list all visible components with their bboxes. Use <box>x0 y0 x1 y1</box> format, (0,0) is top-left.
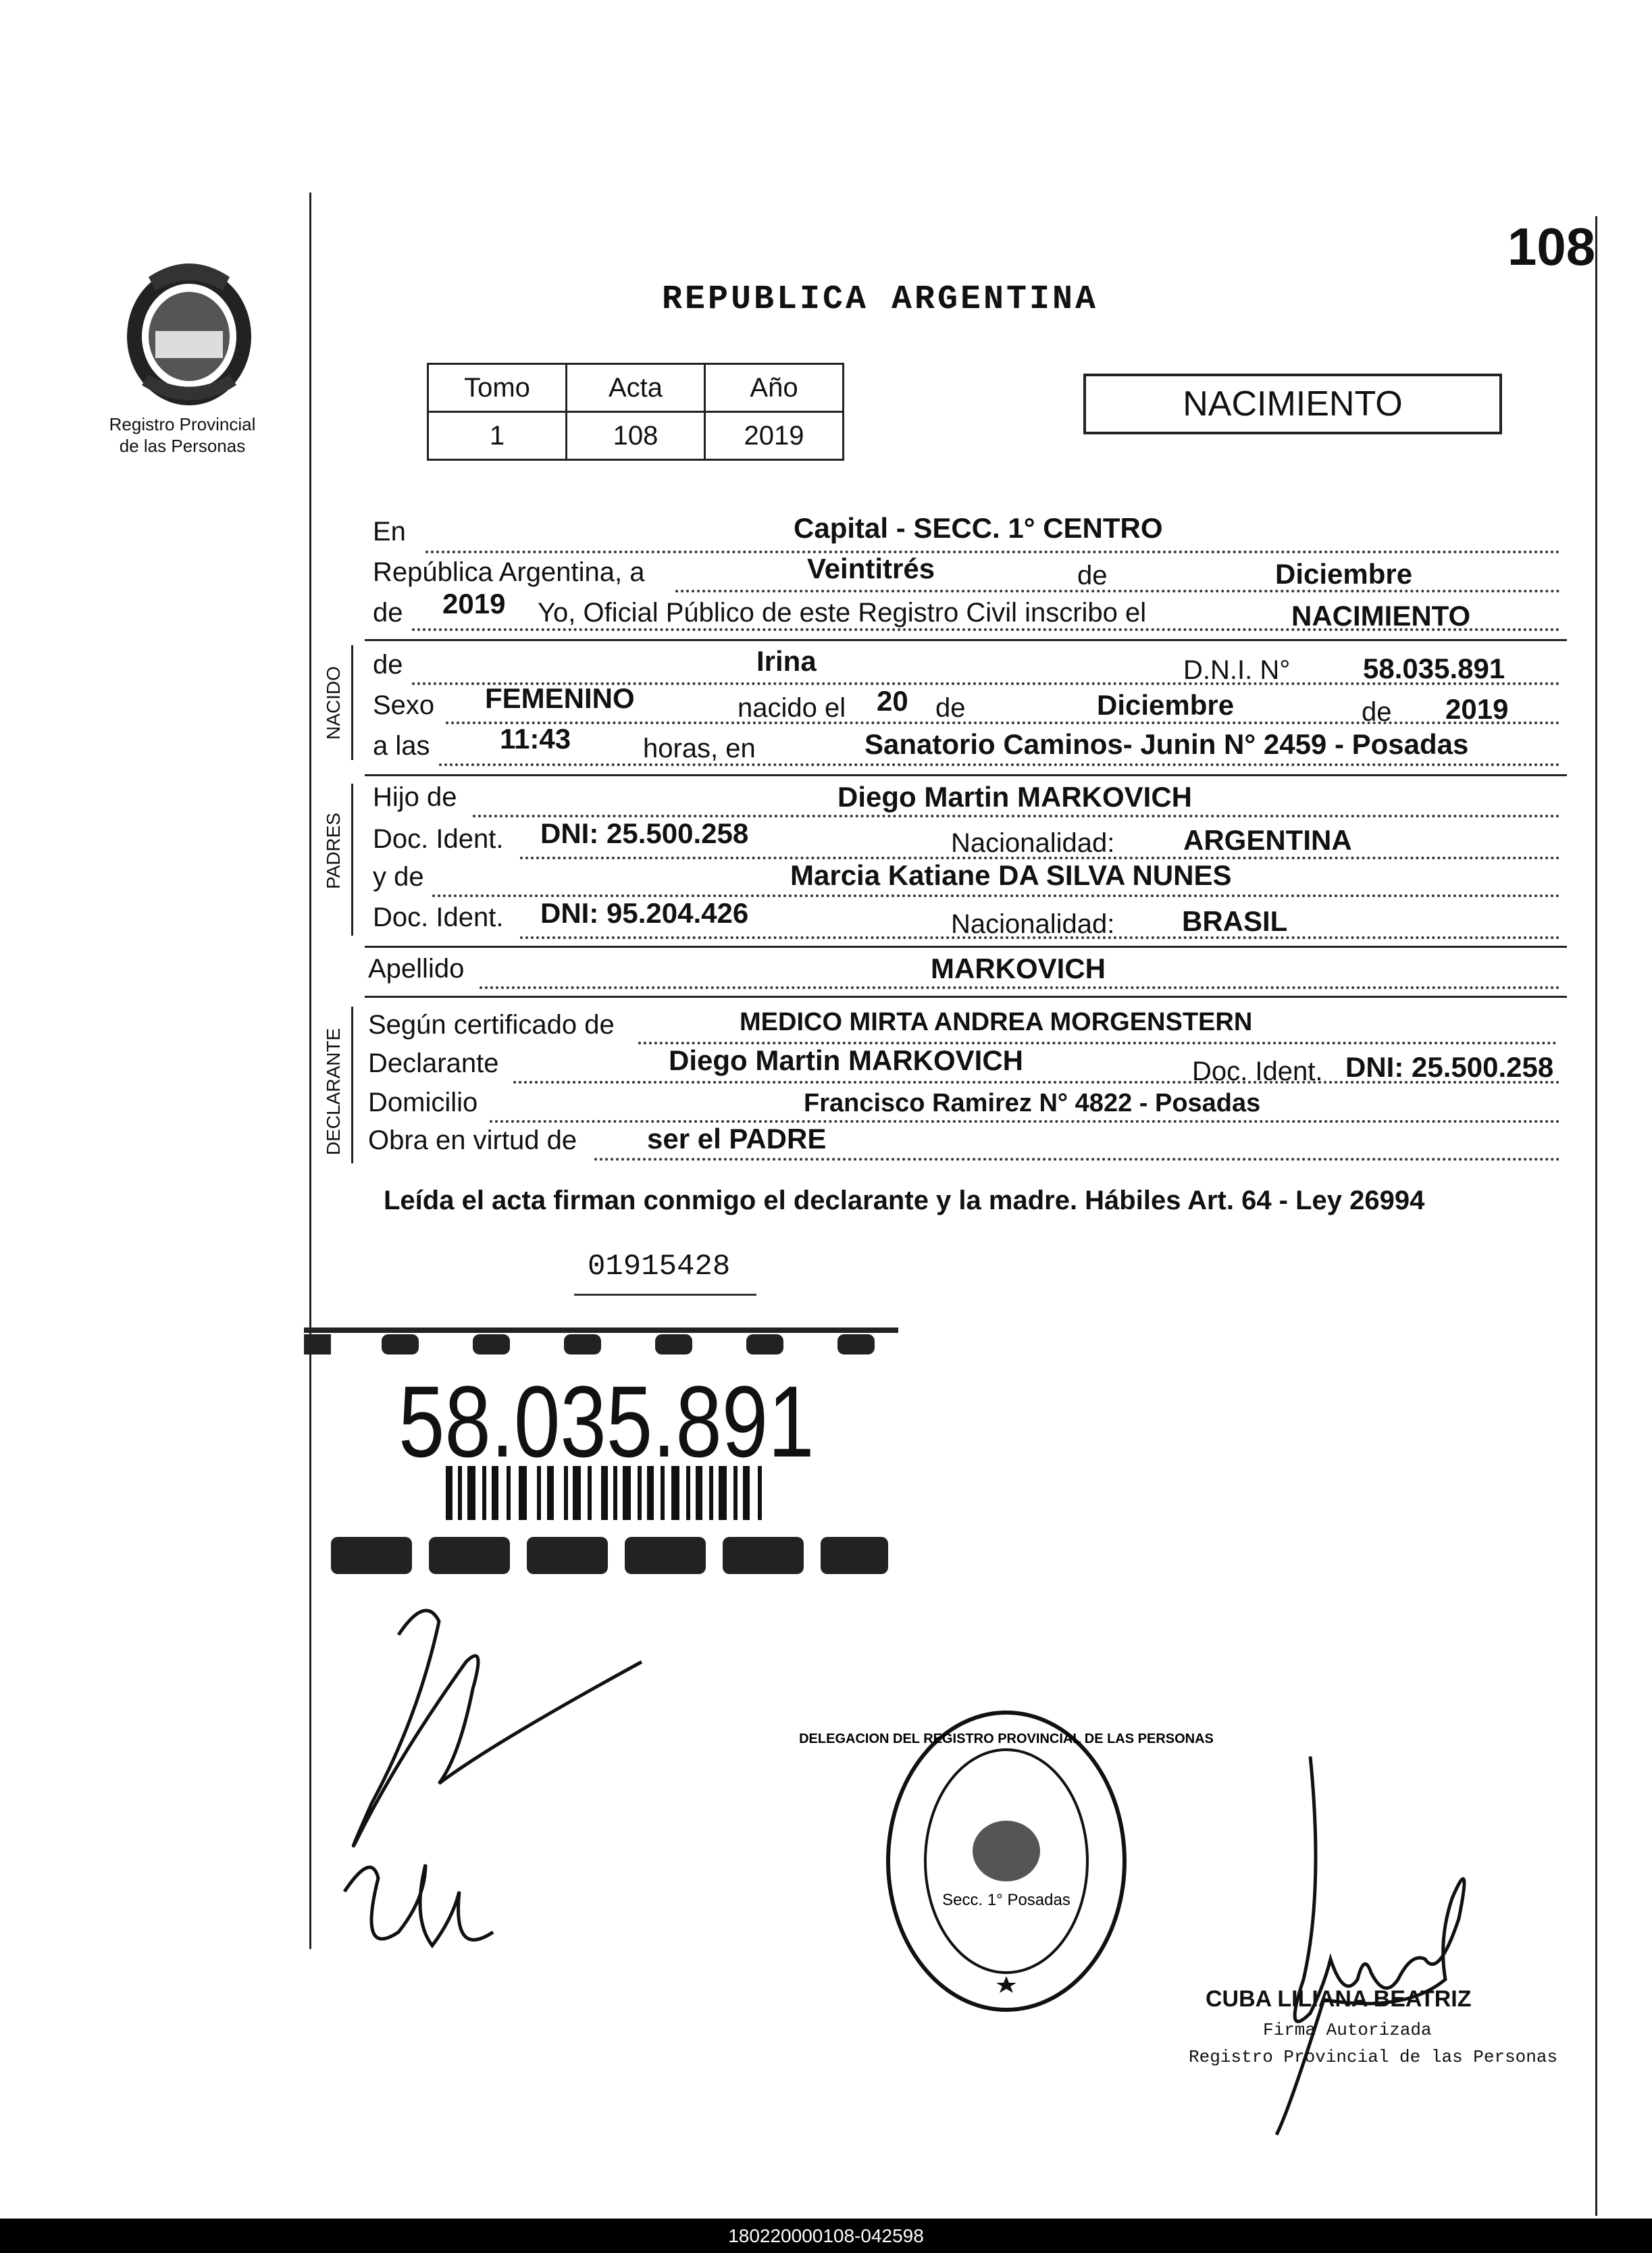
dotted-line <box>480 986 1560 989</box>
section-divider <box>365 946 1567 948</box>
section-divider <box>365 996 1567 998</box>
de-label: de <box>1362 697 1392 727</box>
apellido-label: Apellido <box>368 954 465 984</box>
signature-official <box>1189 1756 1513 2135</box>
madre-nac-value: BRASIL <box>1182 905 1288 937</box>
registry-label: Registro Provincial de las Personas <box>109 414 256 456</box>
seal-text: DELEGACION DEL REGISTRO PROVINCIAL DE LAS PERSONAS <box>799 1731 1214 1746</box>
official-line2: Registro Provincial de las Personas <box>1189 2047 1558 2067</box>
madre-value: Marcia Katiane DA SILVA NUNES <box>790 859 1232 891</box>
lugar-value: Capital - SECC. 1° CENTRO <box>794 512 1163 544</box>
tomo-header: Tomo <box>428 364 567 412</box>
acta-header: Acta <box>567 364 705 412</box>
de2-label: de <box>373 598 403 628</box>
section-bar <box>351 784 353 936</box>
signature-declarant <box>317 1581 669 2000</box>
record-table <box>427 363 844 461</box>
padre-doc-value: DNI: 25.500.258 <box>540 817 749 849</box>
nacido-de-label: de <box>373 650 403 680</box>
dni-value: 58.035.891 <box>1363 653 1505 684</box>
section-bar <box>351 1007 353 1163</box>
nacionalidad-label: Nacionalidad: <box>951 828 1115 858</box>
yde-label: y de <box>373 862 424 892</box>
tomo-value: 1 <box>428 412 567 460</box>
control-number: 01915428 <box>588 1250 731 1284</box>
nacionalidad-label: Nacionalidad: <box>951 909 1115 939</box>
sexo-value: FEMENINO <box>485 682 635 714</box>
domicilio-value: Francisco Ramirez N° 4822 - Posadas <box>804 1089 1261 1117</box>
big-dni-number: 58.035.891 <box>398 1365 815 1478</box>
nacido-el-label: nacido el <box>738 693 846 723</box>
hijo-de-label: Hijo de <box>373 782 457 812</box>
declarante-doc-value: DNI: 25.500.258 <box>1345 1051 1554 1083</box>
dni-label: D.N.I. N° <box>1183 655 1291 685</box>
domicilio-label: Domicilio <box>368 1088 478 1117</box>
anio-value: 2019 <box>442 588 506 619</box>
lugar-nac-value: Sanatorio Caminos- Junin N° 2459 - Posadas <box>864 728 1469 760</box>
dotted-line <box>594 1158 1560 1161</box>
province-logo <box>108 250 270 412</box>
republica-label: República Argentina, a <box>373 557 645 587</box>
declarante-value: Diego Martin MARKOVICH <box>669 1044 1023 1076</box>
obra-value: ser el PADRE <box>647 1123 827 1155</box>
de-label: de <box>1077 561 1108 590</box>
official-seal <box>799 1702 1214 2020</box>
mes-value: Diciembre <box>1275 558 1413 590</box>
declarante-label: Declarante <box>368 1048 499 1078</box>
padre-nac-value: ARGENTINA <box>1183 824 1352 856</box>
doc-label: Doc. Ident. <box>373 824 504 854</box>
mes-nac-value: Diciembre <box>1097 689 1235 721</box>
certificado-label: Según certificado de <box>368 1010 615 1040</box>
record-type-box: NACIMIENTO <box>1083 374 1502 434</box>
de-label: de <box>935 693 966 723</box>
official-name: CUBA LILIANA BEATRIZ <box>1206 1986 1472 2012</box>
section-bar <box>351 645 353 760</box>
anio-nac-value: 2019 <box>1445 693 1509 725</box>
dotted-line <box>446 722 1560 724</box>
dotted-line <box>425 551 1560 553</box>
madre-doc-value: DNI: 95.204.426 <box>540 897 749 929</box>
doc-label: Doc. Ident. <box>373 903 504 932</box>
dia-value: Veintitrés <box>807 553 935 584</box>
doc-label: Doc. Ident. <box>1192 1057 1323 1086</box>
en-label: En <box>373 517 406 547</box>
horas-label: horas, en <box>643 734 756 763</box>
nombre-value: Irina <box>756 645 817 677</box>
official-line1: Firma Autorizada <box>1263 2020 1432 2040</box>
section-divider <box>365 639 1567 641</box>
page-number: 108 <box>1507 217 1596 276</box>
page-title: REPUBLICA ARGENTINA <box>661 280 1099 319</box>
declarante-side-label: DECLARANTE <box>323 1028 344 1155</box>
right-margin-line <box>1595 216 1597 2216</box>
obra-label: Obra en virtud de <box>368 1125 577 1155</box>
dia-nac-value: 20 <box>877 685 908 717</box>
left-margin-line <box>309 193 311 1949</box>
nacido-side-label: NACIDO <box>323 666 344 740</box>
acta-value: 108 <box>567 412 705 460</box>
anio-header: Año <box>705 364 844 412</box>
dotted-line <box>439 763 1560 766</box>
alas-label: a las <box>373 731 430 761</box>
inscribo-text: Yo, Oficial Público de este Registro Civil inscribo el <box>538 598 1147 628</box>
control-underline <box>574 1294 756 1296</box>
footer-code: 180220000108-042598 <box>0 2219 1652 2253</box>
padre-value: Diego Martin MARKOVICH <box>837 781 1192 813</box>
apellido-value: MARKOVICH <box>931 953 1106 984</box>
dotted-line <box>675 590 1560 592</box>
padres-side-label: PADRES <box>323 812 344 889</box>
anio-value: 2019 <box>705 412 844 460</box>
sexo-label: Sexo <box>373 690 435 720</box>
certificado-value: MEDICO MIRTA ANDREA MORGENSTERN <box>740 1008 1253 1036</box>
section-divider <box>365 774 1567 776</box>
legal-text: Leída el acta firman conmigo el declarante y la madre. Hábiles Art. 64 - Ley 26994 <box>384 1186 1425 1215</box>
seal-inner-text: Secc. 1° Posadas <box>942 1891 1070 1909</box>
tipo-value: NACIMIENTO <box>1291 600 1471 632</box>
hora-value: 11:43 <box>500 723 571 755</box>
